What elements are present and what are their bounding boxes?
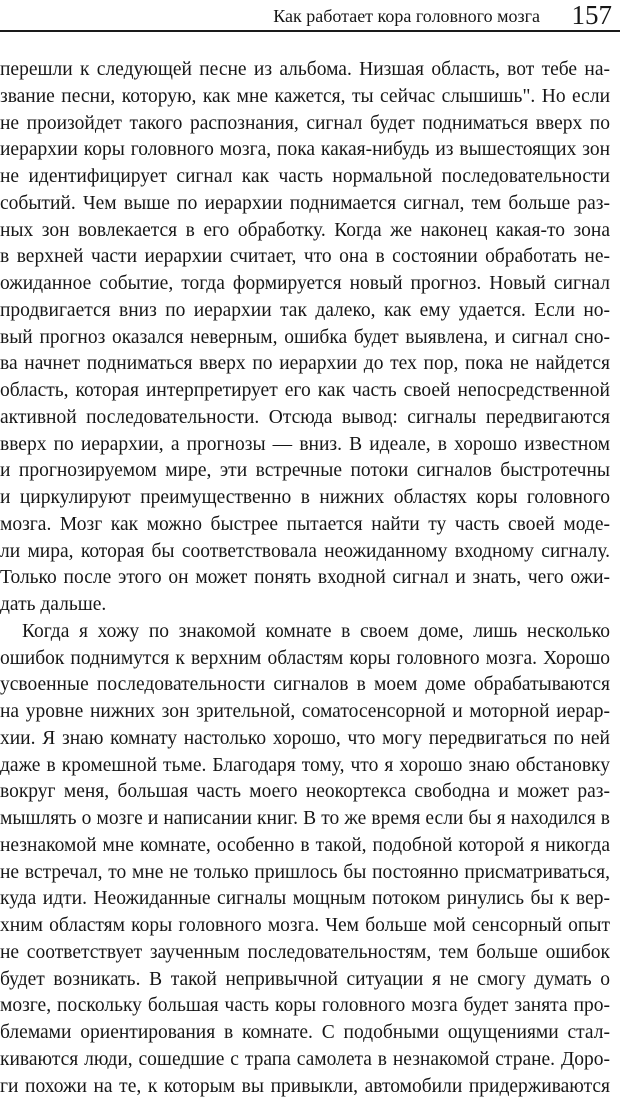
text-line: мозга. Мозг как можно быстрее пытается найти ту часть своей моде- <box>0 512 610 539</box>
text-line: хии. Я знаю комнату настолько хорошо, что могу передвигаться по ней <box>0 726 610 753</box>
text-line: звание песни, которую, как мне кажется, ты сейчас слышишь". Но если <box>0 84 610 111</box>
text-line: незнакомой мне комнате, особенно в такой, подобной которой я никогда <box>0 833 610 860</box>
text-line: блемами ориентирования в комнате. С подобными ощущениями стал- <box>0 1020 610 1047</box>
text-line: перешли к следующей песне из альбома. Низшая область, вот тебе на- <box>0 57 610 84</box>
text-line: Только после этого он может понять входной сигнал и знать, чего ожи- <box>0 565 610 592</box>
text-line: и прогнозируемом мире, эти встречные потоки сигналов быстротечны <box>0 458 610 485</box>
text-line: не произойдет такого распознания, сигнал будет подниматься вверх по <box>0 111 610 138</box>
text-line: иерархии коры головного мозга, пока какая-нибудь из вышестоящих зон <box>0 137 610 164</box>
text-line: Когда я хожу по знакомой комнате в своем доме, лишь несколько <box>0 619 610 646</box>
text-line: киваются люди, сошедшие с трапа самолета в незнакомой стране. Доро- <box>0 1047 610 1074</box>
text-line: активной последовательности. Отсюда вывод: сигналы передвигаются <box>0 405 610 432</box>
text-line: не встречал, то мне не только пришлось бы постоянно присматриваться, <box>0 860 610 887</box>
text-line: ли мира, которая бы соответствовала неожиданному входному сигналу. <box>0 539 610 566</box>
page-body <box>0 57 610 1100</box>
text-line: событий. Чем выше по иерархии поднимается сигнал, тем больше раз- <box>0 191 610 218</box>
text-line: хним областям коры головного мозга. Чем больше мой сенсорный опыт <box>0 913 610 940</box>
text-line: ошибок поднимутся к верхним областям коры головного мозга. Хорошо <box>0 646 610 673</box>
text-line: дать дальше. <box>0 592 610 619</box>
text-line: ва начнет подниматься вверх по иерархии до тех пор, пока не найдется <box>0 351 610 378</box>
text-line: не соответствует заученным последовательностям, тем больше ошибок <box>0 940 610 967</box>
text-line: ных зон вовлекается в его обработку. Когда же наконец какая-то зона <box>0 218 610 245</box>
text-line: даже в кромешной тьме. Благодаря тому, что я хорошо знаю обстановку <box>0 753 610 780</box>
paragraph <box>0 619 610 1100</box>
text-line: не идентифицирует сигнал как часть нормальной последовательности <box>0 164 610 191</box>
text-line: область, которая интерпретирует его как часть своей непосредственной <box>0 378 610 405</box>
text-line: и циркулируют преимущественно в нижних областях коры головного <box>0 485 610 512</box>
running-title: Как работает кора головного мозга <box>273 5 540 27</box>
text-line: вый прогноз оказался неверным, ошибка будет выявлена, и сигнал сно- <box>0 325 610 352</box>
text-line: на уровне нижних зон зрительной, соматосенсорной и моторной иерар- <box>0 699 610 726</box>
running-header <box>0 0 620 36</box>
text-line: мозге, поскольку большая часть коры головного мозга будет занята про- <box>0 993 610 1020</box>
text-line: вокруг меня, большая часть моего неокортекса свободна и может раз- <box>0 779 610 806</box>
paragraph <box>0 57 610 619</box>
text-line: куда идти. Неожиданные сигналы мощным потоком ринулись бы к вер- <box>0 886 610 913</box>
text-line: ожиданное событие, тогда формируется новый прогноз. Новый сигнал <box>0 271 610 298</box>
header-rule <box>0 30 620 32</box>
text-line: будет возникать. В такой непривычной ситуации я не смогу думать о <box>0 967 610 994</box>
text-line: продвигается вниз по иерархии так далеко, как ему удается. Если но- <box>0 298 610 325</box>
text-line: ги похожи на те, к которым вы привыкли, автомобили придерживаются <box>0 1074 610 1100</box>
text-line: вверх по иерархии, а прогнозы — вниз. В идеале, в хорошо известном <box>0 432 610 459</box>
page-number: 157 <box>572 1 613 29</box>
text-line: мышлять о мозге и написании книг. В то же время если бы я находился в <box>0 806 610 833</box>
text-line: в верхней части иерархии считает, что она в состоянии обработать не- <box>0 244 610 271</box>
text-line: усвоенные последовательности сигналов в моем доме обрабатываются <box>0 672 610 699</box>
